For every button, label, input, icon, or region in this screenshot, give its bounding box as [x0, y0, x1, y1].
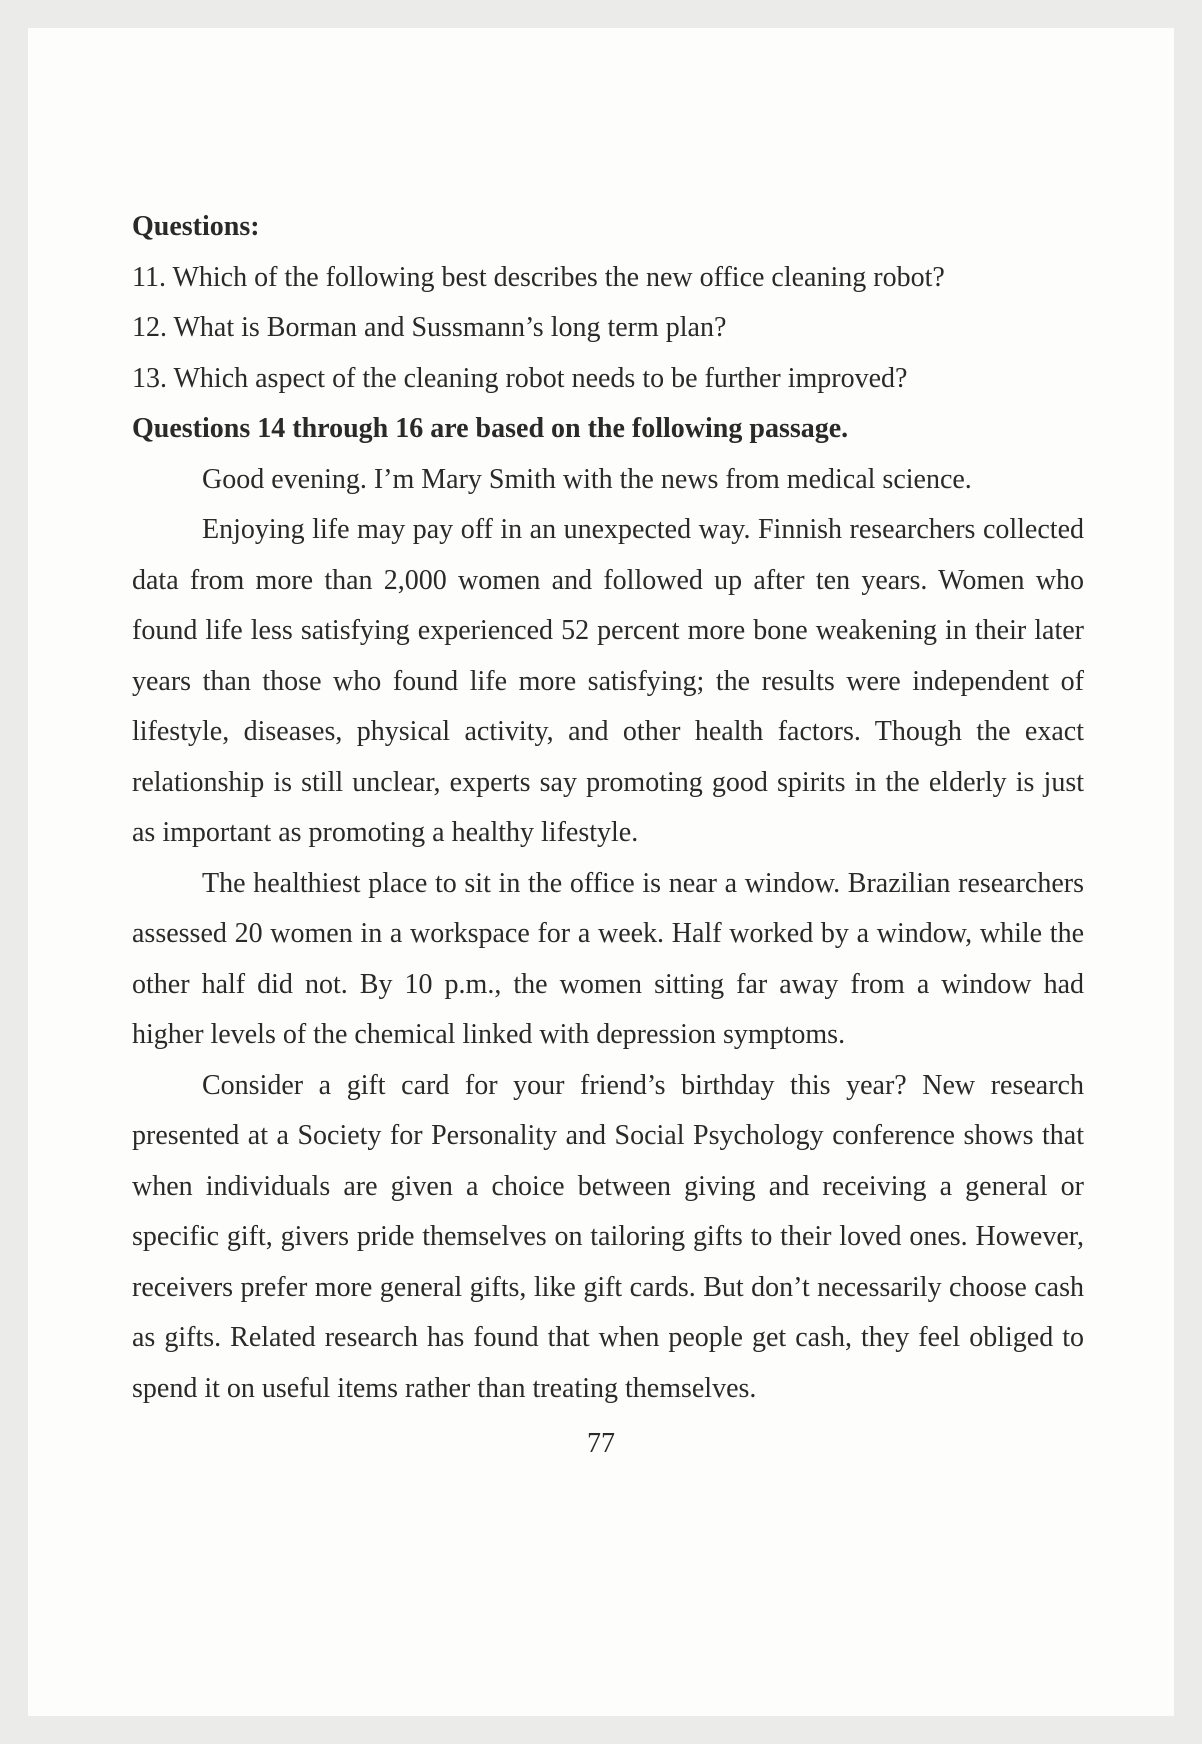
page-number: 77	[587, 1428, 615, 1459]
passage-paragraph-window-seat: The healthiest place to sit in the office is near a window. Brazilian researchers assessed 20 women in a workspace for a week. Half worked by a window, while the other half did not. By 10 p.m., the women sitting far away from a window had higher levels of the chemical linked with depression symptoms.	[132, 867, 1084, 1050]
question-11: 11. Which of the following best describes the new office cleaning robot?	[132, 261, 945, 293]
passage-paragraph-gift-card: Consider a gift card for your friend’s birthday this year? New research presented at a Society for Personality and Social Psychology conference shows that when individuals are given a choice between giving and receiving a general or specific gift, givers pride themselves on tailoring gifts to their loved ones. However, receivers prefer more general gifts, like gift cards. But don’t necessarily choose cash as gifts. Related research has found that when people get cash, they feel obliged to spend it on useful items rather than treating themselves.	[132, 1069, 1084, 1404]
passage-heading: Questions 14 through 16 are based on the following passage.	[132, 413, 849, 444]
question-13: 13. Which aspect of the cleaning robot needs to be further improved?	[132, 362, 908, 394]
page-content	[132, 202, 1084, 1414]
question-12: 12. What is Borman and Sussmann’s long term plan?	[132, 312, 727, 343]
questions-heading: Questions:	[132, 211, 260, 242]
document-page	[28, 28, 1174, 1716]
passage-paragraph-intro: Good evening. I’m Mary Smith with the news from medical science.	[202, 463, 972, 495]
passage-paragraph-bone-health: Enjoying life may pay off in an unexpected way. Finnish researchers collected data from more than 2,000 women and followed up after ten years. Women who found life less satisfying experienced 52 percent more bone weakening in their later years than those who found life more satisfying; the results were independent of lifestyle, diseases, physical activity, and other health factors. Though the exact relationship is still unclear, experts say promoting good spirits in the elderly is just as important as promoting a healthy lifestyle.	[132, 514, 1084, 848]
